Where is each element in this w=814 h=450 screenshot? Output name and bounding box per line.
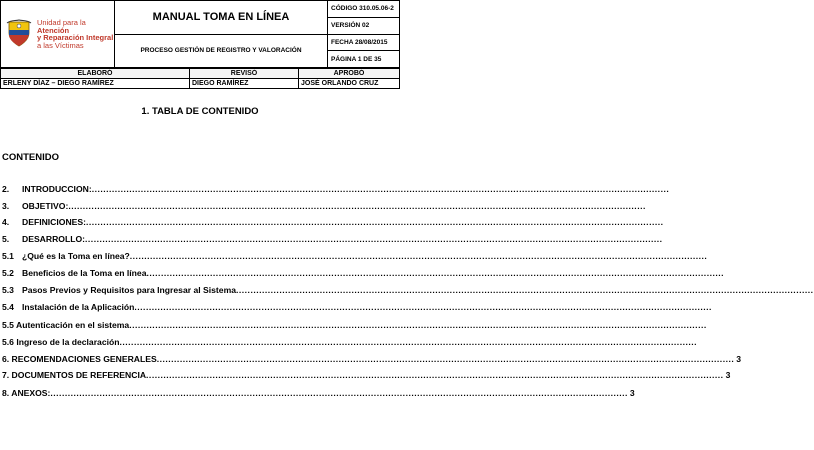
logo-line-3: a las Víctimas <box>37 40 84 50</box>
toc-entry[interactable] <box>2 337 698 350</box>
toc-leader-dots: ........................................................................................................................................................................................................ <box>129 320 707 330</box>
document-code: CÓDIGO 310.05.06-2 <box>328 1 400 18</box>
document-version: VERSIÓN 02 <box>328 17 400 34</box>
logo-line-1b: Atención <box>37 25 70 35</box>
toc-entry[interactable] <box>2 268 725 281</box>
toc-leader-dots: ........................................................................................................................................................................................................ <box>156 354 735 364</box>
approval-table <box>0 68 400 89</box>
toc-title: 1. TABLA DE CONTENIDO <box>141 106 259 117</box>
document-header <box>0 0 400 68</box>
toc-entry-number: 5.1 <box>2 251 14 261</box>
title-cell <box>115 1 328 35</box>
toc-entry-page: 3 <box>736 354 742 364</box>
toc-entry-page: 3 <box>629 388 635 398</box>
toc-entry[interactable] <box>2 370 731 383</box>
toc-entry-label: 7. DOCUMENTOS DE REFERENCIA <box>2 370 147 380</box>
toc-entry[interactable] <box>2 388 635 401</box>
logo-line-2: y Reparación Integral <box>37 33 114 42</box>
toc-entry[interactable] <box>2 320 707 333</box>
logo-cell <box>1 1 115 68</box>
elaboro-label: ELABORÓ <box>1 69 190 79</box>
toc-entry[interactable] <box>2 302 712 315</box>
subtitle-cell <box>115 34 328 68</box>
toc-entry-number: 2. <box>2 184 10 194</box>
elaboro-value: ERLENY DÍAZ – DIEGO RAMÍREZ <box>1 79 190 89</box>
toc-entry-number: 5.2 <box>2 268 14 278</box>
toc-entry-label: 8. ANEXOS: <box>2 388 51 398</box>
logo-text <box>37 19 114 49</box>
toc-entry-label: INTRODUCCION: <box>22 184 92 194</box>
toc-leader-dots: ........................................................................................................................................................................................................ <box>85 217 664 227</box>
institution-logo <box>1 1 114 67</box>
document-date: FECHA 28/08/2015 <box>328 34 400 51</box>
contenido-heading: CONTENIDO <box>2 152 59 163</box>
toc-entry-label: DESARROLLO: <box>22 234 86 244</box>
toc-entry-label: Beneficios de la Toma en línea <box>22 268 147 278</box>
toc-leader-dots: ........................................................................................................................................................................................................ <box>91 184 670 194</box>
toc-leader-dots: ........................................................................................................................................................................................................ <box>68 200 646 211</box>
toc-leader-dots: ........................................................................................................................................................................................................ <box>146 370 724 380</box>
toc-leader-dots: ........................................................................................................................................................................................................ <box>119 337 698 347</box>
toc-entry-label: 5.5 Autenticación en el sistema <box>2 320 130 330</box>
toc-entry-label: 5.6 Ingreso de la declaración <box>2 337 120 347</box>
toc-entry[interactable] <box>2 251 708 264</box>
toc-entry-label: ¿Qué es la Toma en línea? <box>22 251 130 261</box>
aprobo-label: APROBÓ <box>299 69 400 79</box>
toc-entry-label: 6. RECOMENDACIONES GENERALES <box>2 354 157 364</box>
toc-entry-number: 5. <box>2 234 10 244</box>
toc-leader-dots: ........................................................................................................................................................................................................ <box>236 285 814 295</box>
toc-entry-label: Instalación de la Aplicación <box>22 302 135 312</box>
coat-of-arms-icon <box>5 19 33 49</box>
toc-entry[interactable] <box>2 200 646 214</box>
toc-leader-dots: ........................................................................................................................................................................................................ <box>50 388 628 398</box>
toc-entry-number: 3. <box>2 200 10 211</box>
toc-entry[interactable] <box>2 184 670 197</box>
toc-entry-number: 5.4 <box>2 302 14 312</box>
toc-entry-label: OBJETIVO: <box>22 200 69 211</box>
document-title: MANUAL TOMA EN LÍNEA <box>152 11 290 24</box>
toc-leader-dots: ........................................................................................................................................................................................................ <box>146 268 725 278</box>
toc-entry-label: DEFINICIONES: <box>22 217 86 227</box>
logo-line-1: Unidad para la <box>37 18 86 27</box>
toc-entry-number: 5.3 <box>2 285 14 295</box>
toc-leader-dots: ........................................................................................................................................................................................................ <box>129 251 708 261</box>
toc-entry[interactable] <box>2 354 742 367</box>
toc-leader-dots: ........................................................................................................................................................................................................ <box>134 302 712 312</box>
page-number: PÁGINA 1 DE 35 <box>328 51 400 68</box>
reviso-value: DIEGO RAMÍREZ <box>190 79 299 89</box>
toc-entry[interactable] <box>2 234 663 247</box>
aprobo-value: JOSÉ ORLANDO CRUZ <box>299 79 400 89</box>
document-subtitle: PROCESO GESTIÓN DE REGISTRO Y VALORACIÓN <box>140 47 302 55</box>
toc-entry-number: 4. <box>2 217 10 227</box>
toc-entry-label: Pasos Previos y Requisitos para Ingresar al Sistema <box>22 285 236 295</box>
toc-entry-page: 3 <box>725 370 731 380</box>
toc-leader-dots: ........................................................................................................................................................................................................ <box>85 234 663 244</box>
toc-entry[interactable] <box>2 217 664 230</box>
toc-entry[interactable] <box>2 285 814 298</box>
reviso-label: REVISÓ <box>190 69 299 79</box>
